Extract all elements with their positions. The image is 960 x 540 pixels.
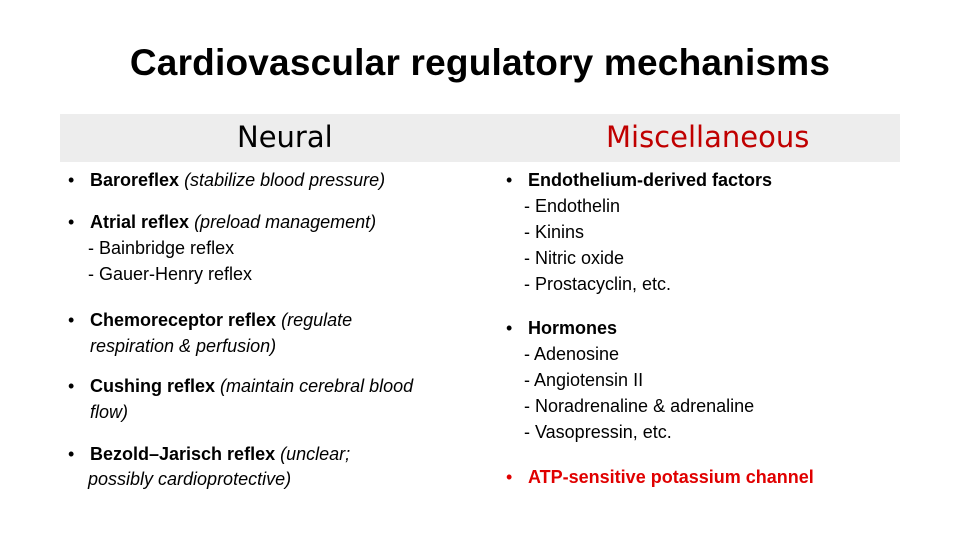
item-note: (unclear; (280, 444, 351, 464)
slide-title: Cardiovascular regulatory mechanisms (129, 42, 831, 83)
sub-item-noradrenaline: - Noradrenaline & adrenaline (524, 396, 755, 416)
sub-item-prostacyclin: - Prostacyclin, etc. (524, 274, 672, 294)
bullet-icon: • (506, 170, 513, 190)
note-continuation: possibly cardioprotective) (88, 469, 292, 489)
sub-item-nitric-oxide: - Nitric oxide (524, 248, 625, 268)
sub-item-gauer-henry: - Gauer-Henry reflex (88, 264, 253, 284)
item-label: Hormones (528, 318, 618, 338)
sub-item-endothelin: - Endothelin (524, 196, 621, 216)
item-label: Endothelium-derived factors (528, 170, 773, 190)
miscellaneous-heading: Miscellaneous (606, 120, 810, 154)
neural-heading: Neural (237, 120, 333, 154)
neural-item-bezold-jarisch-reflex (68, 441, 350, 467)
note-continuation: flow) (90, 402, 129, 422)
sub-item-bainbridge: - Bainbridge reflex (88, 238, 235, 258)
item-label: Atrial reflex (90, 212, 190, 232)
item-note: (maintain cerebral blood (220, 376, 414, 396)
bullet-icon: • (68, 444, 75, 464)
bullet-icon: • (68, 170, 75, 190)
item-note: (stabilize blood pressure) (184, 170, 386, 190)
sub-item-vasopressin: - Vasopressin, etc. (524, 422, 672, 442)
item-note: (regulate (281, 310, 353, 330)
misc-item-endothelium-derived-factors (506, 167, 772, 193)
neural-item-cushing-reflex (68, 373, 413, 399)
bullet-icon: • (506, 318, 513, 338)
neural-item-chemoreceptor-reflex (68, 307, 352, 333)
bullet-icon: • (506, 467, 513, 487)
misc-item-hormones (506, 315, 617, 341)
item-label: Chemoreceptor reflex (90, 310, 277, 330)
sub-item-adenosine: - Adenosine (524, 344, 620, 364)
bullet-icon: • (68, 310, 75, 330)
bullet-icon: • (68, 212, 75, 232)
note-continuation: respiration & perfusion) (90, 336, 277, 356)
sub-item-kinins: - Kinins (524, 222, 585, 242)
neural-item-atrial-reflex (68, 209, 376, 235)
item-label: ATP-sensitive potassium channel (528, 467, 814, 487)
sub-item-angiotensin-ii: - Angiotensin II (524, 370, 644, 390)
neural-item-baroreflex (68, 167, 385, 193)
item-note: (preload management) (194, 212, 377, 232)
bullet-icon: • (68, 376, 75, 396)
item-label: Cushing reflex (90, 376, 216, 396)
item-label: Baroreflex (90, 170, 180, 190)
misc-item-atp-sensitive-potassium-channel (506, 464, 814, 490)
item-label: Bezold–Jarisch reflex (90, 444, 276, 464)
